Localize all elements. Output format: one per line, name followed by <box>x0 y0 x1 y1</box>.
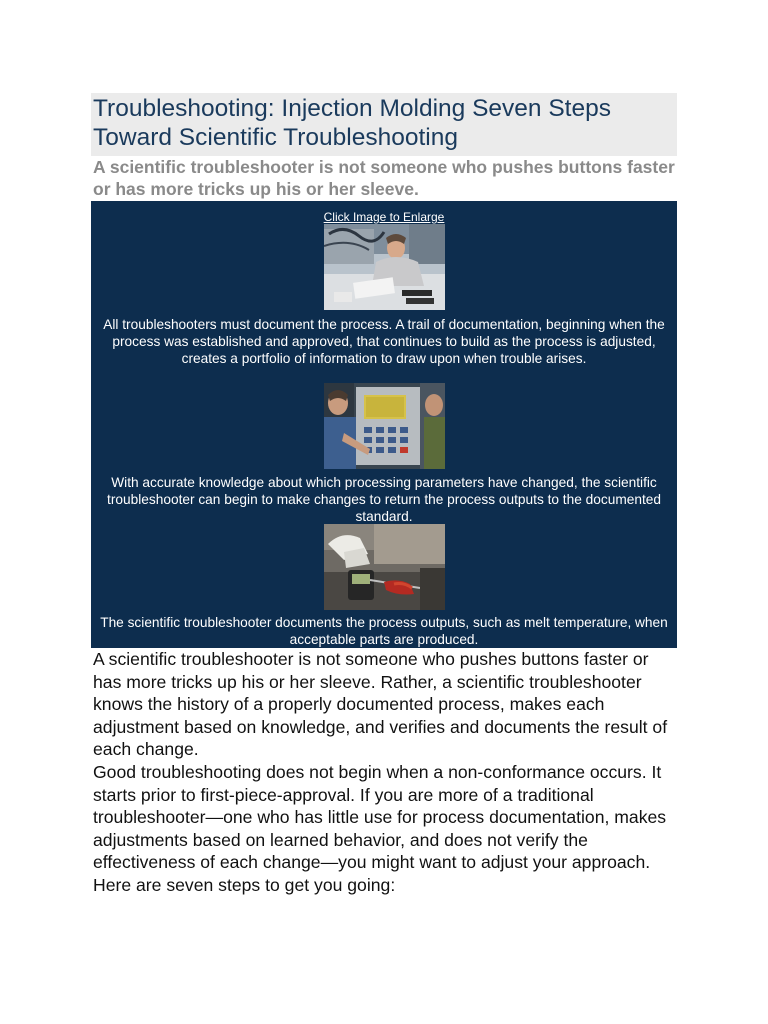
title-box <box>91 93 677 156</box>
gallery-caption-1: All troubleshooters must document the process. A trail of documentation, beginning when the process was established and approved, that continues to build as the process is adjusted, creates a portfolio of information to draw upon when trouble arises. <box>103 317 665 366</box>
melt-temperature-probe-photo[interactable] <box>324 524 445 610</box>
gallery-caption-2: With accurate knowledge about which processing parameters have changed, the scientific troubleshooter can begin to make changes to return the process outputs to the documented standard. <box>107 475 661 524</box>
article-subtitle: A scientific troubleshooter is not someone who pushes buttons faster or has more tricks up his or her sleeve. <box>93 157 675 199</box>
body-paragraph-1: A scientific troubleshooter is not someone who pushes buttons faster or has more tricks up his or her sleeve. Rather, a scientific troubleshooter knows the history of a properly documented process, makes each adjustment based on knowledge, and verifies and documents the result of each change. <box>93 649 668 760</box>
click-to-enlarge-link[interactable]: Click Image to Enlarge <box>323 210 445 224</box>
article-title: Troubleshooting: Injection Molding Seven Steps Toward Scientific Troubleshooting <box>93 95 611 151</box>
gallery-caption-3: The scientific troubleshooter documents the process outputs, such as melt temperature, when acceptable parts are produced. <box>100 615 668 647</box>
body-paragraph-2: Good troubleshooting does not begin when a non-conformance occurs. It starts prior to first-piece-approval. If you are more of a traditional troubleshooter—one who has little use for process documentation, makes adjustments based on learned behavior, and does not verify the effectiveness of each change—you might want to adjust your approach. Here are seven steps to get you going: <box>93 761 667 895</box>
machine-control-panel-photo[interactable] <box>324 383 445 469</box>
article <box>91 93 677 897</box>
technician-documenting-process-photo[interactable] <box>324 224 445 310</box>
image-gallery-panel <box>91 201 677 648</box>
